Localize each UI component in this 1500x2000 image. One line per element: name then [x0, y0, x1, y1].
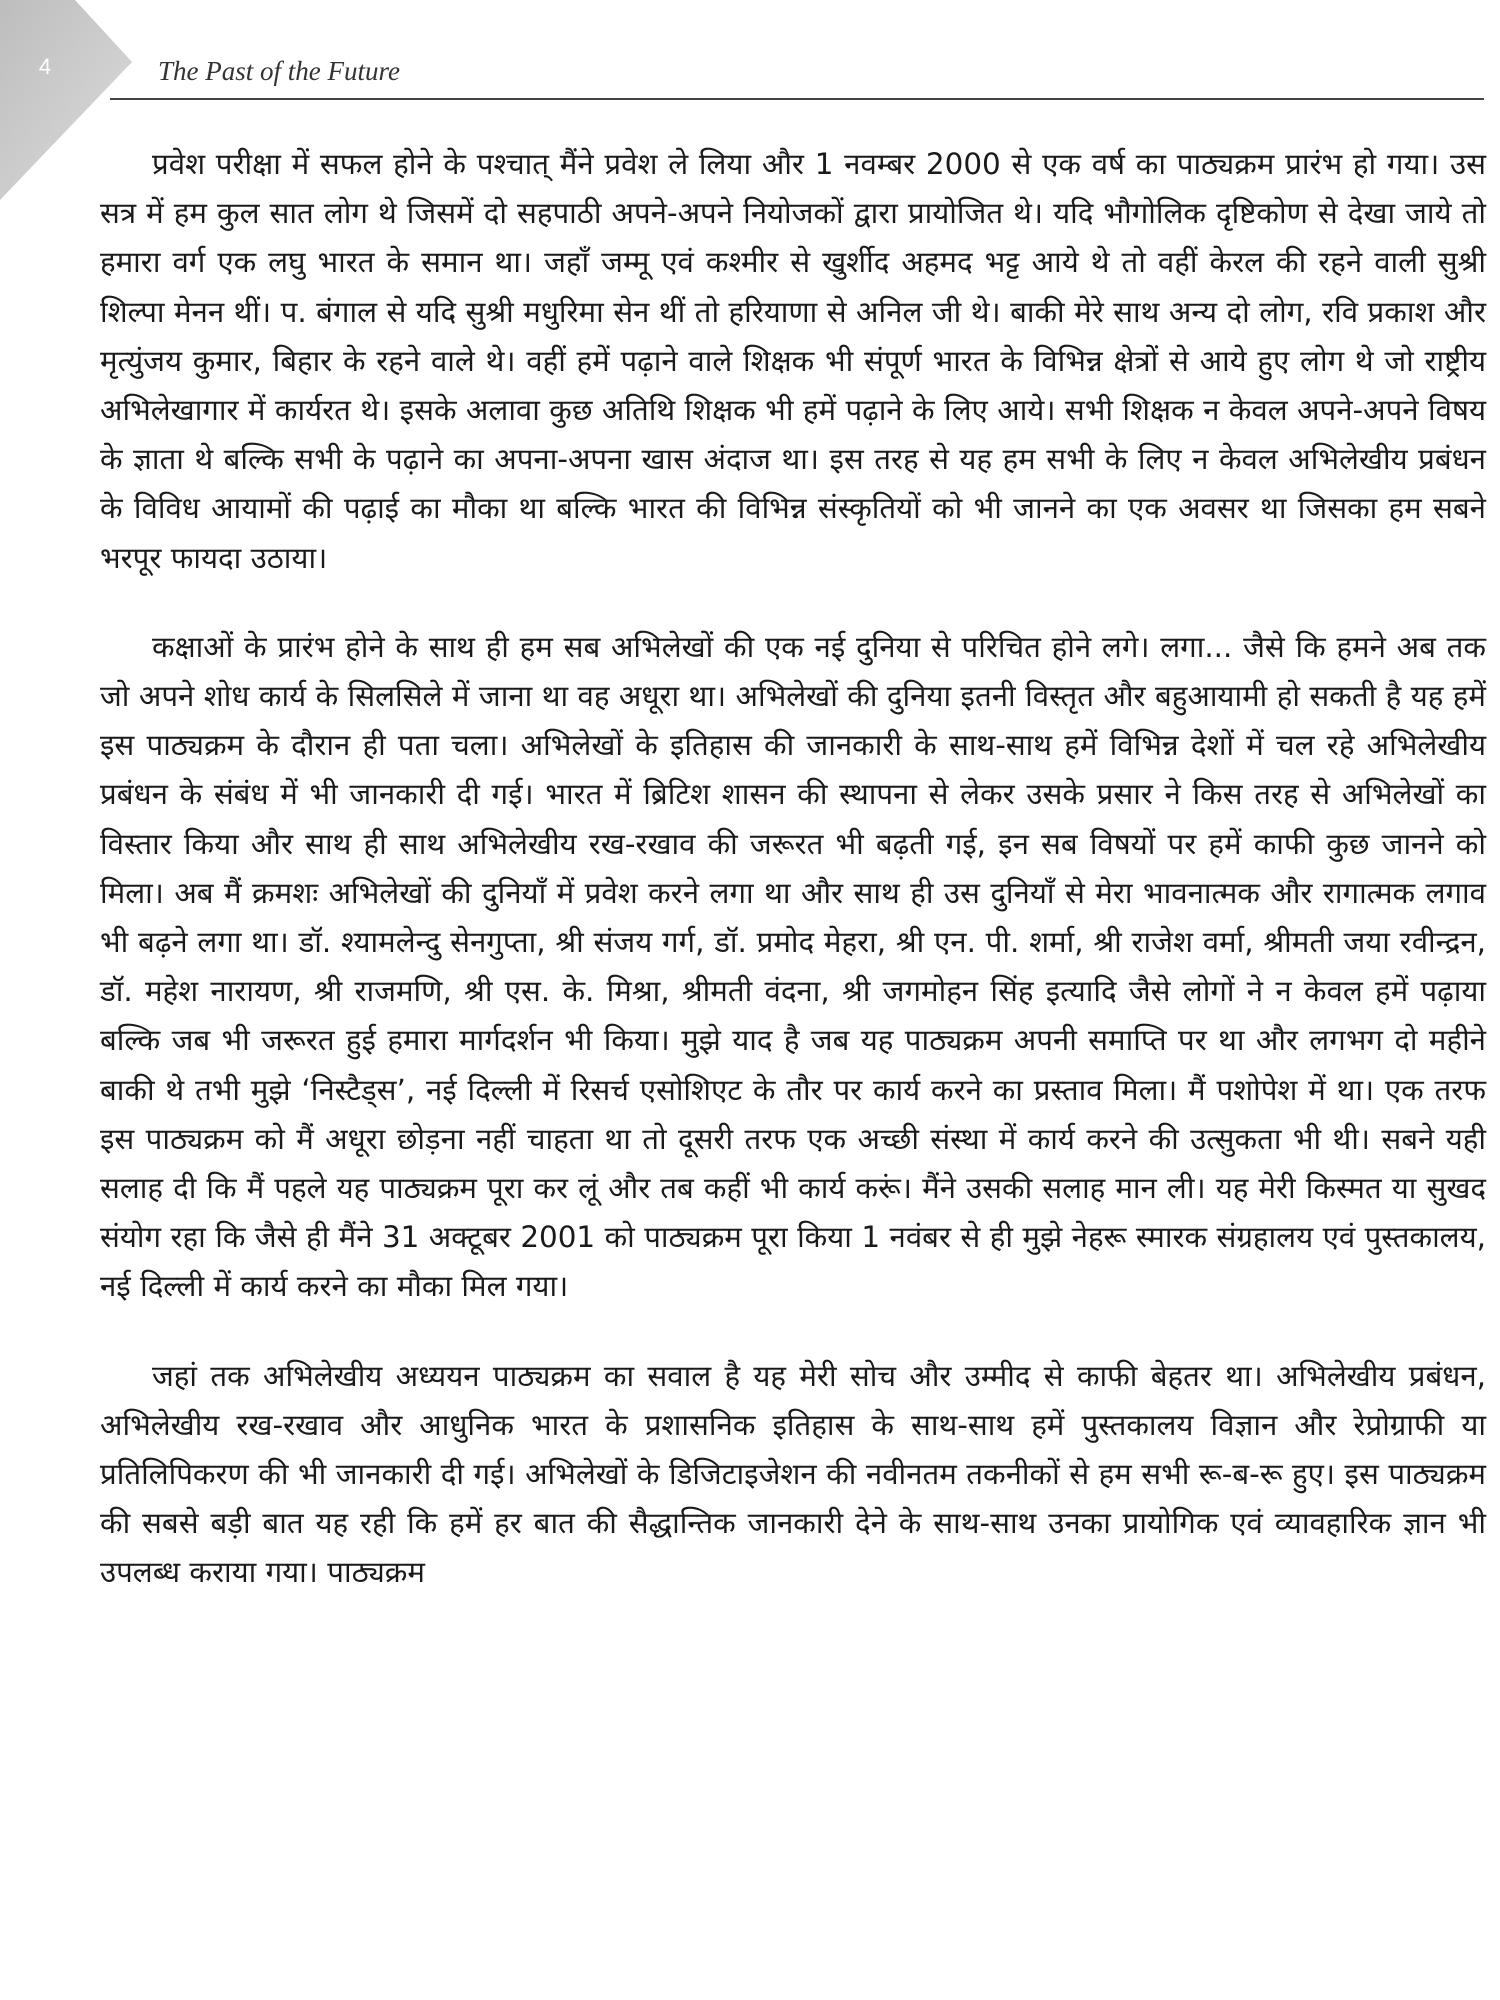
- body-text: [100, 140, 1486, 1598]
- paragraph-3: जहां तक अभिलेखीय अध्ययन पाठ्यक्रम का सवाल है यह मेरी सोच और उम्मीद से काफी बेहतर था। अभिलेखीय प्रबंधन, अभिलेखीय रख-रखाव और आधुनिक भारत के प्रशासनिक इतिहास के साथ-साथ हमें पुस्तकालय विज्ञान और रेप्रोग्राफी या प्रतिलिपिकरण की भी जानकारी दी गई। अभिलेखों के डिजिटाइजेशन की नवीनतम तकनीकों से हम सभी रू-ब-रू हुए। इस पाठ्यक्रम की सबसे बड़ी बात यह रही कि हमें हर बात की सैद्धान्तिक जानकारी देने के साथ-साथ उनका प्रायोगिक एवं व्यावहारिक ज्ञान भी उपलब्ध कराया गया। पाठ्यक्रम: [100, 1358, 1486, 1590]
- paragraph-2: कक्षाओं के प्रारंभ होने के साथ ही हम सब अभिलेखों की एक नई दुनिया से परिचित होने लगे। लगा... जैसे कि हमने अब तक जो अपने शोध कार्य के सिलसिले में जाना था वह अधूरा था। अभिलेखों की दुनिया इतनी विस्तृत और बहुआयामी हो सकती है यह हमें इस पाठ्यक्रम के दौरान ही पता चला। अभिलेखों के इतिहास की जानकारी के साथ-साथ हमें विभिन्न देशों में चल रहे अभिलेखीय प्रबंधन के संबंध में भी जानकारी दी गई। भारत में ब्रिटिश शासन की स्थापना से लेकर उसके प्रसार ने किस तरह से अभिलेखों का विस्तार किया और साथ ही साथ अभिलेखीय रख-रखाव की जरूरत भी बढ़ती गई, इन सब विषयों पर हमें काफी कुछ जानने को मिला। अब मैं क्रमशः अभिलेखों की दुनियाँ में प्रवेश करने लगा था और साथ ही उस दुनियाँ से मेरा भावनात्मक और रागात्मक लगाव भी बढ़ने लगा था। डॉ. श्यामलेन्दु सेनगुप्ता, श्री संजय गर्ग, डॉ. प्रमोद मेहरा, श्री एन. पी. शर्मा, श्री राजेश वर्मा, श्रीमती जया रवीन्द्रन, डॉ. महेश नारायण, श्री राजमणि, श्री एस. के. मिश्रा, श्रीमती वंदना, श्री जगमोहन सिंह इत्यादि जैसे लोगों ने न केवल हमें पढ़ाया बल्कि जब भी जरूरत हुई हमारा मार्गदर्शन भी किया। मुझे याद है जब यह पाठ्यक्रम अपनी समाप्ति पर था और लगभग दो महीने बाकी थे तभी मुझे ‘निस्टैड्स’, नई दिल्ली में रिसर्च एसोशिएट के तौर पर कार्य करने का प्रस्ताव मिला। मैं पशोपेश में था। एक तरफ इस पाठ्यक्रम को मैं अधूरा छोड़ना नहीं चाहता था तो दूसरी तरफ एक अच्छी संस्था में कार्य करने की उत्सुकता भी थी। सबने यही सलाह दी कि मैं पहले यह पाठ्यक्रम पूरा कर लूं और तब कहीं भी कार्य करूं। मैंने उसकी सलाह मान ली। यह मेरी किस्मत या सुखद संयोग रहा कि जैसे ही मैंने 31 अक्टूबर 2001 को पाठ्यक्रम पूरा किया 1 नवंबर से ही मुझे नेहरू स्मारक संग्रहालय एवं पुस्तकालय, नई दिल्ली में कार्य करने का मौका मिल गया।: [100, 629, 1486, 1304]
- header-divider: [110, 98, 1484, 100]
- paragraph-1: प्रवेश परीक्षा में सफल होने के पश्चात् मैंने प्रवेश ले लिया और 1 नवम्बर 2000 से एक वर्ष का पाठ्यक्रम प्रारंभ हो गया। उस सत्र में हम कुल सात लोग थे जिसमें दो सहपाठी अपने-अपने नियोजकों द्वारा प्रायोजित थे। यदि भौगोलिक दृष्टिकोण से देखा जाये तो हमारा वर्ग एक लघु भारत के समान था। जहाँ जम्मू एवं कश्मीर से खुर्शीद अहमद भट्ट आये थे तो वहीं केरल की रहने वाली सुश्री शिल्पा मेनन थीं। प. बंगाल से यदि सुश्री मधुरिमा सेन थीं तो हरियाणा से अनिल जी थे। बाकी मेरे साथ अन्य दो लोग, रवि प्रकाश और मृत्युंजय कुमार, बिहार के रहने वाले थे। वहीं हमें पढ़ाने वाले शिक्षक भी संपूर्ण भारत के विभिन्न क्षेत्रों से आये हुए लोग थे जो राष्ट्रीय अभिलेखागार में कार्यरत थे। इसके अलावा कुछ अतिथि शिक्षक भी हमें पढ़ाने के लिए आये। सभी शिक्षक न केवल अपने-अपने विषय के ज्ञाता थे बल्कि सभी के पढ़ाने का अपना-अपना खास अंदाज था। इस तरह से यह हम सभी के लिए न केवल अभिलेखीय प्रबंधन के विविध आयामों की पढ़ाई का मौका था बल्कि भारत की विभिन्न संस्कृतियों को भी जानने का एक अवसर था जिसका हम सबने भरपूर फायदा उठाया।: [100, 147, 1486, 575]
- running-header-title: The Past of the Future: [158, 56, 400, 86]
- page-number: 4: [38, 54, 52, 79]
